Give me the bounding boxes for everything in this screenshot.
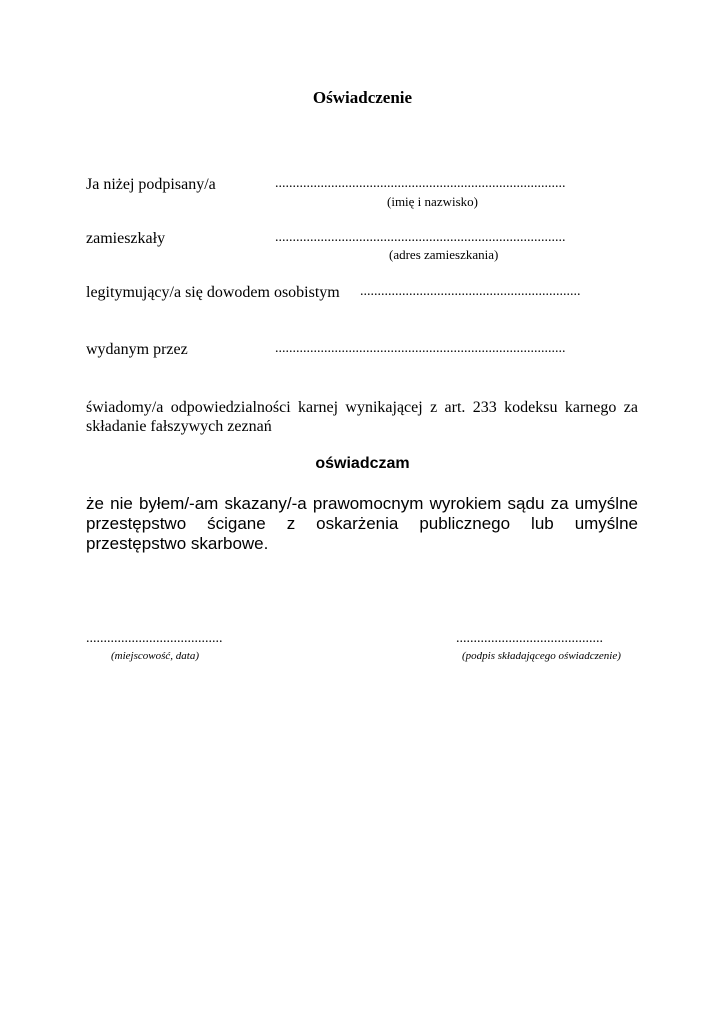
id-card-label: legitymujący/a się dowodem osobistym bbox=[86, 284, 340, 301]
declaration-paragraph: że nie byłem/-am skazany/-a prawomocnym wyrokiem sądu za umyślne przestępstwo ścigane z oskarżenia publicznego lub umyślne przestępstwo skarbowe. bbox=[86, 494, 638, 553]
place-date-dotted-line: ....................................... bbox=[86, 631, 223, 646]
address-dotted-line: ................................................................................... bbox=[275, 230, 566, 245]
issued-by-dotted-line: ................................................................................... bbox=[275, 341, 566, 356]
name-label: Ja niżej podpisany/a bbox=[86, 176, 216, 193]
id-card-dotted-line: ............................................................... bbox=[360, 284, 581, 299]
signature-hint: (podpis składającego oświadczenie) bbox=[462, 650, 621, 662]
name-hint: (imię i nazwisko) bbox=[387, 194, 478, 209]
name-dotted-line: ................................................................................... bbox=[275, 176, 566, 191]
place-date-hint: (miejscowość, data) bbox=[111, 650, 199, 662]
signature-dotted-line: .......................................... bbox=[456, 631, 603, 646]
address-label: zamieszkały bbox=[86, 230, 166, 247]
awareness-paragraph: świadomy/a odpowiedzialności karnej wynikającej z art. 233 kodeksu karnego za składanie fałszywych zeznań bbox=[86, 399, 638, 435]
declaration-heading: oświadczam bbox=[315, 455, 410, 472]
document-title: Oświadczenie bbox=[312, 88, 413, 107]
issued-by-label: wydanym przez bbox=[86, 341, 188, 358]
address-hint: (adres zamieszkania) bbox=[389, 247, 499, 262]
